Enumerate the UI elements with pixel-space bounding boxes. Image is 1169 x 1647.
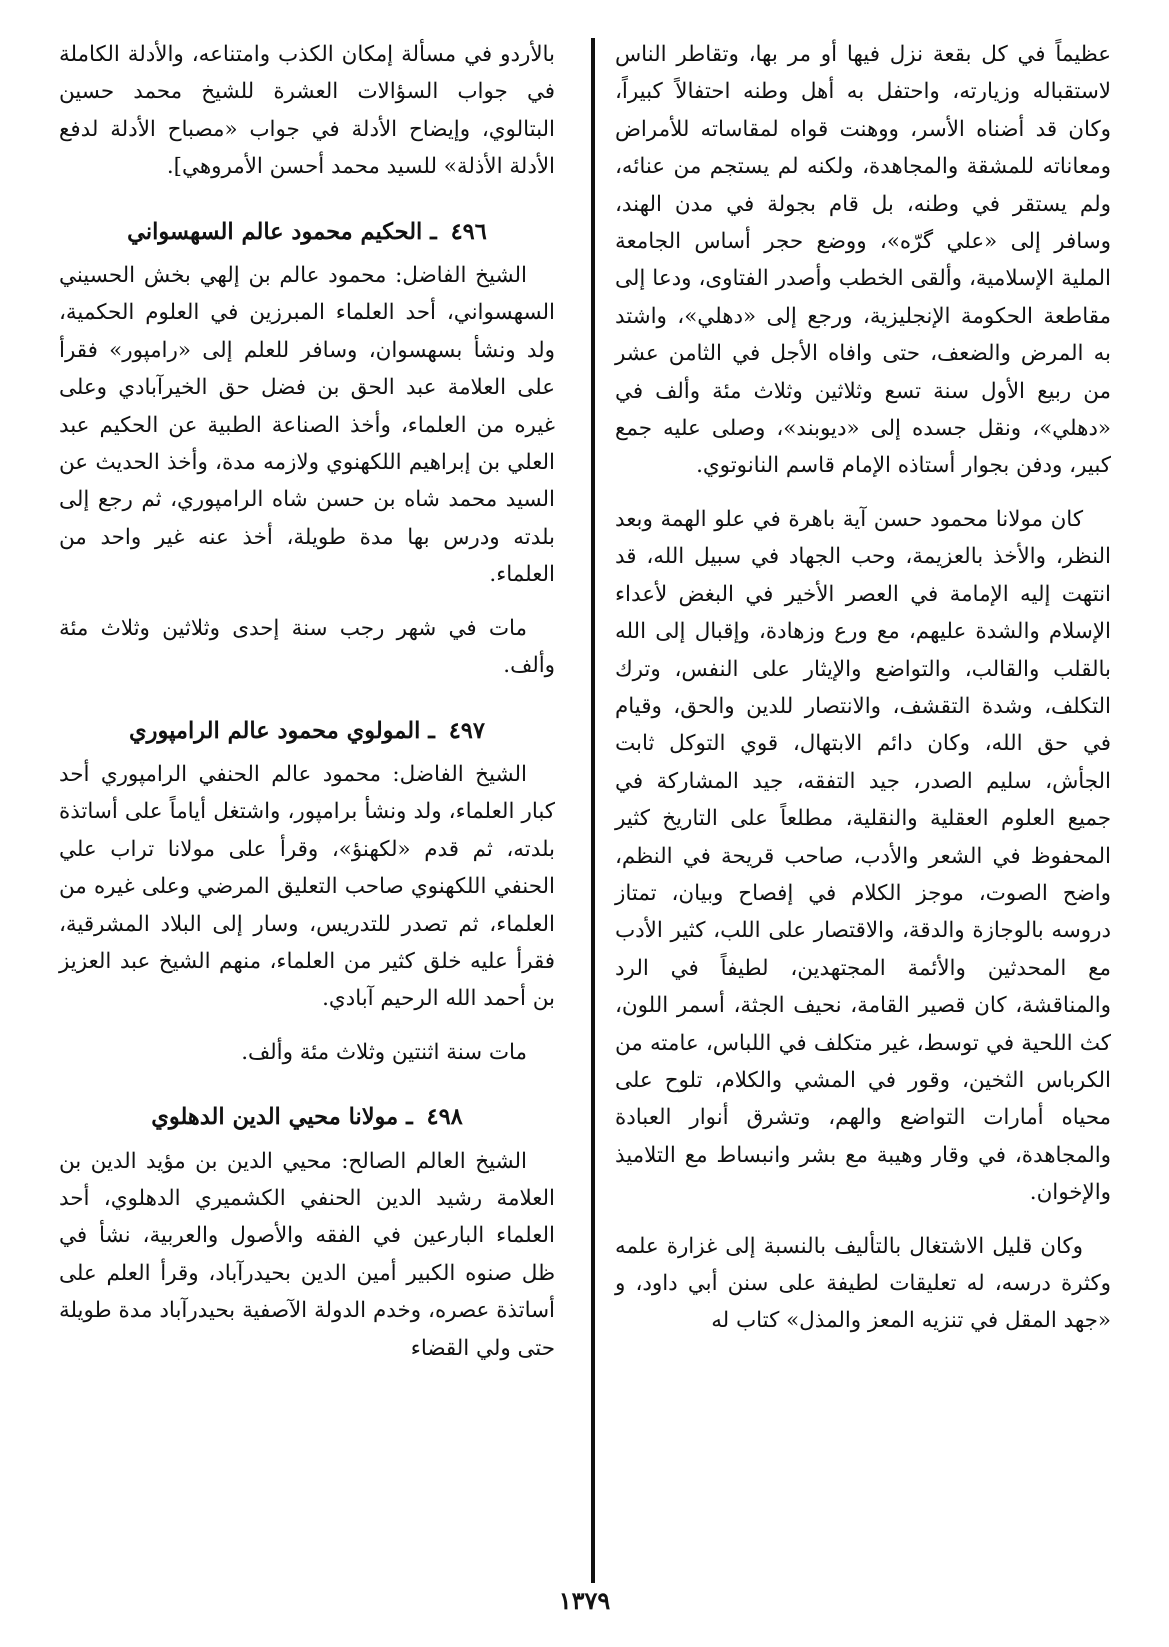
entry-number: ٤٩٦ <box>450 218 487 245</box>
page-number: ١٣٧٩ <box>558 1586 611 1615</box>
entry-heading <box>59 214 555 251</box>
entry-paragraph: مات سنة اثنتين وثلاث مئة وألف. <box>241 1039 527 1065</box>
entry-number: ٤٩٨ <box>426 1104 463 1131</box>
right-column <box>615 36 1111 1340</box>
entry-paragraph: الشيخ العالم الصالح: محيي الدين بن مؤيد الدين بن العلامة رشيد الدين الحنفي الكشميري الدهلوي، أحد العلماء البارعين في الفقه والأصول والعربية، نشأ في ظل صنوه الكبير أمين الدين بحيدرآباد، وقرأ العلم على أساتذة عصره، وخدم الدولة الآصفية بحيدرآباد مدة طويلة حتى ولي القضاء <box>59 1148 555 1361</box>
entry-heading <box>59 713 555 750</box>
entry-dash: ـ <box>406 1104 413 1131</box>
entry-paragraph: الشيخ الفاضل: محمود عالم بن إلهي بخش الحسيني السهسواني، أحد العلماء المبرزين في العلوم الحكمية، ولد ونشأ بسهسوان، وسافر للعلم إلى «رامپور» فقرأ على العلامة عبد الحق بن فضل حق الخيرآبادي وعلى غيره من العلماء، وأخذ الصناعة الطبية عن الحكيم عبد العلي بن إبراهيم اللكهنوي ولازمه مدة، وأخذ الحديث عن السيد محمد شاه بن حسن شاه الرامپوري، ثم رجع إلى بلدته ودرس بها مدة طويلة، أخذ عنه غير واحد من العلماء. <box>59 263 555 588</box>
entry-name: الحكيم محمود عالم السهسواني <box>127 218 423 245</box>
entry-paragraph: الشيخ الفاضل: محمود عالم الحنفي الرامپوري أحد كبار العلماء، ولد ونشأ برامپور، واشتغل أياماً على أساتذة بلدته، ثم قدم «لكهنؤ»، وقرأ على مولانا تراب علي الحنفي اللكهنوي صاحب التعليق المرضي وعلى غيره من العلماء، ثم تصدر للتدريس، وسار إلى البلاد المشرقية، فقرأ عليه خلق كثير من العلماء، منهم الشيخ عبد العزيز بن أحمد الله الرحيم آبادي. <box>59 761 555 1012</box>
entry-dash: ـ <box>428 717 435 744</box>
entry-name: المولوي محمود عالم الرامپوري <box>129 717 421 744</box>
body-paragraph: عظيماً في كل بقعة نزل فيها أو مر بها، وتقاطر الناس لاستقباله وزيارته، واحتفل به أهل وطنه احتفالاً كبيراً، وكان قد أضناه الأسر، ووهنت قواه لمقاساته للأمراض ومعاناته للمشقة والمجاهدة، ولكنه لم يستجم من عنائه، ولم يستقر في وطنه، بل قام بجولة في مدن الهند، وسافر إلى «علي گرّه»، ووضع حجر أساس الجامعة الملية الإسلامية، وألقى الخطب وأصدر الفتاوى، ودعا إلى مقاطعة الحكومة الإنجليزية، ورجع إلى «دهلي»، واشتد به المرض والضعف، حتى وافاه الأجل في الثامن عشر من ربيع الأول سنة تسع وثلاثين وثلاث مئة وألف في «دهلي»، ونقل جسده إلى «ديوبند»، وصلى عليه جمع كبير، ودفن بجوار أستاذه الإمام قاسم النانوتوي. <box>615 42 1111 479</box>
entry-name: مولانا محيي الدين الدهلوي <box>151 1104 399 1131</box>
body-paragraph: بالأردو في مسألة إمكان الكذب وامتناعه، والأدلة الكاملة في جواب السؤالات العشرة للشيخ محمد حسين البتالوي، وإيضاح الأدلة في جواب «مصباح الأدلة لدفع الأدلة الأذلة» للسيد محمد أحسن الأمروهي]. <box>59 42 555 180</box>
entry-heading <box>59 1099 555 1136</box>
entry-paragraph: مات في شهر رجب سنة إحدى وثلاثين وثلاث مئة وألف. <box>59 615 555 679</box>
left-column <box>59 36 555 1367</box>
body-paragraph: وكان قليل الاشتغال بالتأليف بالنسبة إلى غزارة علمه وكثرة درسه، له تعليقات لطيفة على سنن أبي داود، و «جهد المقل في تنزيه المعز والمذل» كتاب له <box>615 1233 1111 1334</box>
entry-number: ٤٩٧ <box>448 717 485 744</box>
body-paragraph: كان مولانا محمود حسن آية باهرة في علو الهمة وبعد النظر، والأخذ بالعزيمة، وحب الجهاد في سبيل الله، قد انتهت إليه الإمامة في العصر الأخير في البغض لأعداء الإسلام والشدة عليهم، مع ورع وزهادة، وإقبال إلى الله بالقلب والقالب، والتواضع والإيثار على النفس، وترك التكلف، وشدة التقشف، والانتصار للدين والحق، وقيام في حق الله، وكان دائم الابتهال، قوي التوكل ثابت الجأش، سليم الصدر، جيد التفقه، جيد المشاركة في جميع العلوم العقلية والنقلية، مطلعاً على التاريخ كثير المحفوظ في الشعر والأدب، صاحب قريحة في النظم، واضح الصوت، موجز الكلام في إفصاح وبيان، تمتاز دروسه بالوجازة والدقة، والاقتصار على اللب، كثير الأدب مع المحدثين والأئمة المجتهدين، لطيفاً في الرد والمناقشة، كان قصير القامة، نحيف الجثة، أسمر اللون، كث اللحية في توسط، غير متكلف في اللباس، عامته من الكرباس الثخين، وقور في المشي والكلام، تلوح على محياه أمارات التواضع والهم، وتشرق أنوار العبادة والمجاهدة، في وقار وهيبة مع بشر وانبساط مع التلاميذ والإخوان. <box>615 506 1111 1206</box>
column-divider <box>591 38 595 1583</box>
entry-dash: ـ <box>430 218 437 245</box>
